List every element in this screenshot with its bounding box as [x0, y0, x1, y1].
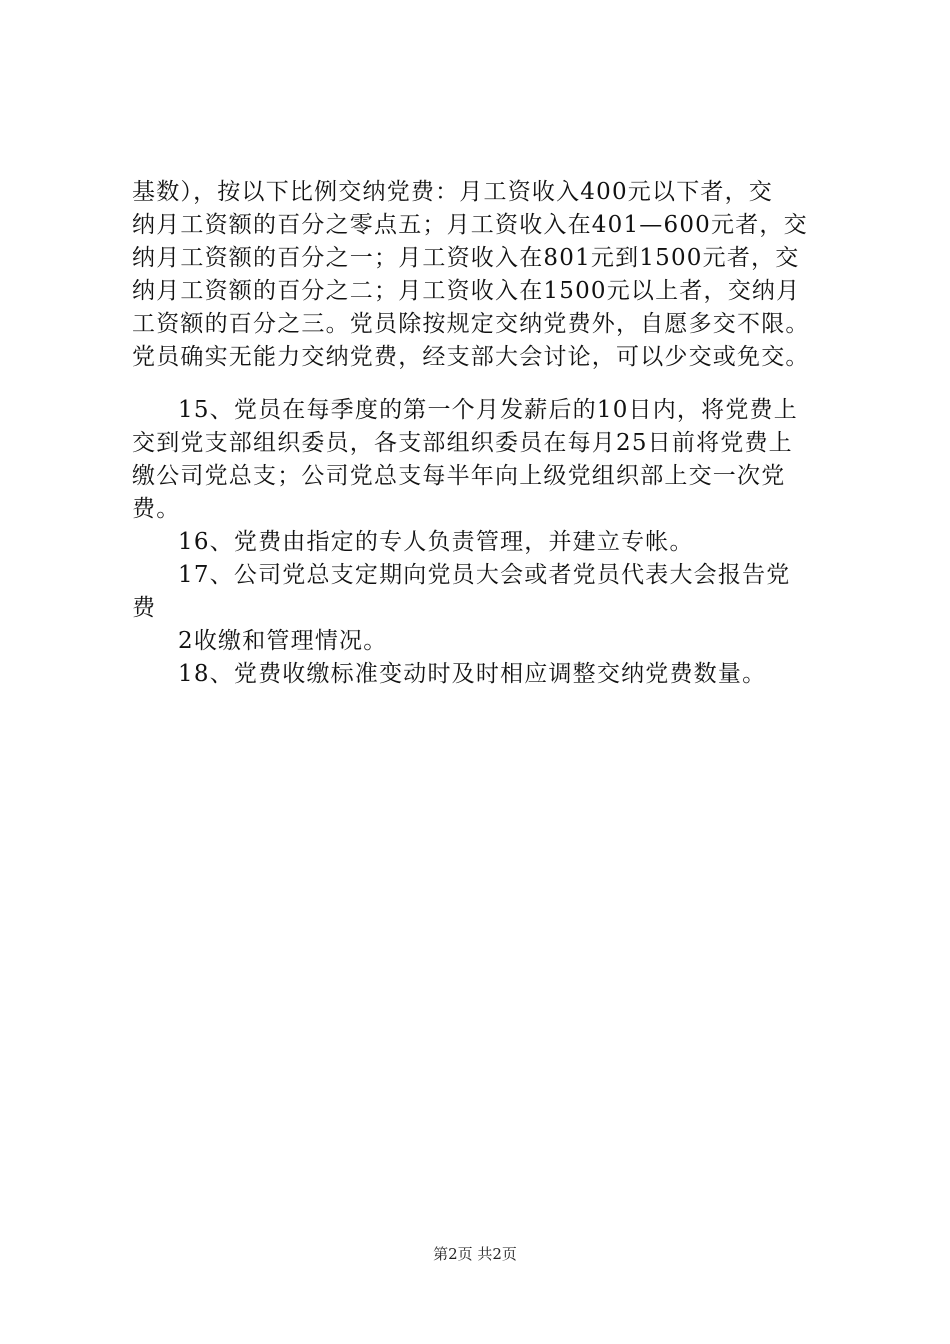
item-17-line: 17、公司党总支定期向党员大会或者党员代表大会报告党 [178, 562, 791, 588]
item-17-line: 2收缴和管理情况。 [178, 628, 388, 654]
page-number-footer: 第2页 共2页 [433, 1245, 517, 1263]
item-18-line: 18、党费收缴标准变动时及时相应调整交纳党费数量。 [178, 661, 767, 687]
item-16-line: 16、党费由指定的专人负责管理，并建立专帐。 [178, 529, 694, 555]
item-15-line: 交到党支部组织委员，各支部组织委员在每月25日前将党费上 [132, 430, 793, 456]
paragraph-line: 纳月工资额的百分之零点五；月工资收入在401—600元者，交 [132, 212, 808, 238]
paragraph-line: 工资额的百分之三。党员除按规定交纳党费外，自愿多交不限。 [132, 311, 810, 337]
item-15-line: 费。 [132, 496, 181, 522]
paragraph-line: 纳月工资额的百分之二；月工资收入在1500元以上者，交纳月 [132, 278, 801, 304]
paragraph-line: 党员确实无能力交纳党费，经支部大会讨论，可以少交或免交。 [132, 344, 810, 370]
paragraph-line: 纳月工资额的百分之一；月工资收入在801元到1500元者，交 [132, 245, 800, 271]
item-15-line: 缴公司党总支；公司党总支每半年向上级党组织部上交一次党 [132, 463, 786, 489]
paragraph-line: 基数），按以下比例交纳党费：月工资收入400元以下者，交 [132, 179, 773, 205]
item-17-line: 费 [132, 595, 157, 621]
item-15-line: 15、党员在每季度的第一个月发薪后的10日内，将党费上 [178, 397, 798, 423]
